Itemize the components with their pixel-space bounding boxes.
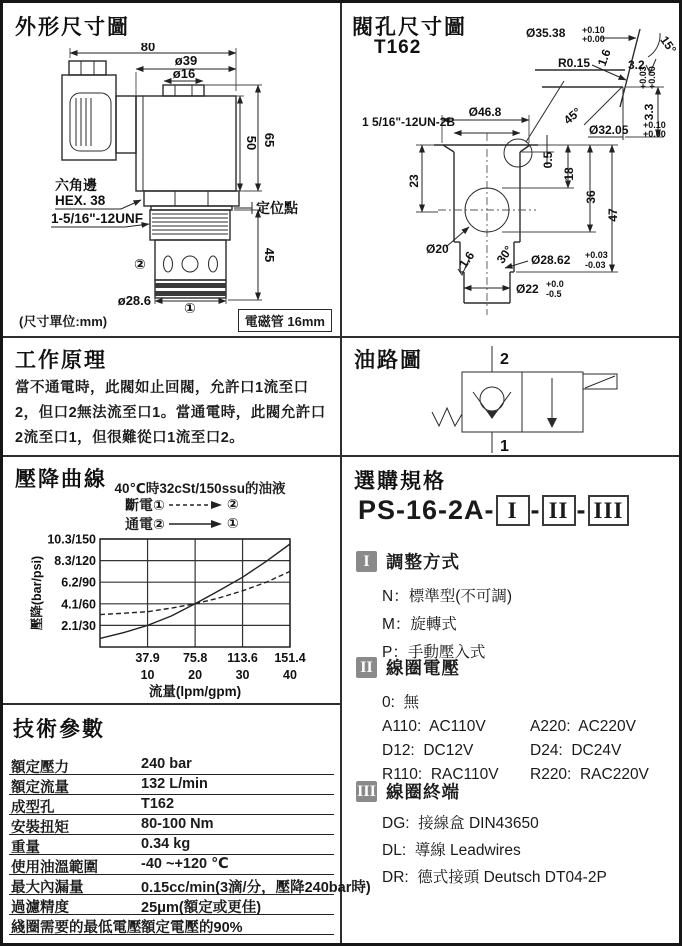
x-tick-label-gpm: 40	[283, 668, 297, 682]
x-tick-label-lpm: 113.6	[227, 651, 258, 665]
legend-dashed-pre: 斷電①	[125, 496, 165, 513]
principle-text: 當不通電時，此閥如止回閥，允許口1流至口2，但口2無法流至口1。當通電時，此閥允許口2流至口1，但很難從口1流至口2。	[15, 380, 326, 446]
cavity-model: T162	[374, 37, 422, 58]
section-items	[382, 690, 671, 784]
option-item: N：標準型(不可調)	[382, 588, 513, 605]
svg-text:Ø35.38: Ø35.38	[526, 26, 566, 40]
section-title: 調整方式	[386, 552, 460, 572]
y-tick-label: 10.3/150	[47, 533, 96, 547]
svg-text:定位點: 定位點	[256, 200, 298, 216]
svg-text:Ø46.8: Ø46.8	[468, 105, 502, 119]
svg-text:ø39: ø39	[174, 53, 198, 68]
x-axis-label: 流量(lpm/gpm)	[148, 684, 242, 699]
panel-title: 閥孔尺寸圖	[352, 16, 467, 39]
table-row	[9, 915, 334, 935]
panel-ordering-specs	[342, 457, 679, 943]
param-label: 重量	[11, 840, 40, 856]
panel-pressure-curve	[3, 457, 340, 703]
svg-text:47: 47	[606, 208, 620, 222]
panel-title: 壓降曲線	[15, 468, 107, 491]
legend-solid-pre: 通電②	[125, 515, 165, 532]
hydraulic-symbol	[342, 338, 679, 455]
din-connector	[62, 61, 136, 160]
valve-symbol	[432, 346, 617, 453]
option-item: D12: DC12V	[382, 742, 474, 759]
model-code	[358, 495, 630, 526]
svg-text:Ø20: Ø20	[426, 242, 449, 256]
model-box-3: III	[588, 495, 630, 526]
svg-text:0.5: 0.5	[541, 151, 555, 169]
legend-dashed-post: ②	[226, 496, 239, 512]
section-items	[382, 584, 671, 662]
param-value: 額定電壓的90%	[141, 920, 243, 936]
option-item: D24: DC24V	[530, 742, 622, 759]
chart-legend	[125, 495, 239, 533]
x-tick-label-gpm: 10	[140, 668, 155, 682]
option-item: DR: 德式接頭 Deutsch DT04-2P	[382, 868, 607, 886]
section-marker: I	[356, 551, 377, 572]
param-value: 132 L/min	[141, 776, 208, 792]
svg-text:1.6: 1.6	[594, 47, 614, 68]
param-label: 額定流量	[11, 780, 69, 796]
svg-text:80: 80	[140, 43, 156, 54]
panel-oil-circuit	[342, 338, 679, 455]
svg-text:+0.0: +0.0	[546, 279, 564, 289]
svg-text:1.6: 1.6	[456, 248, 478, 271]
port-2-label: 2	[500, 351, 509, 368]
option-item: M：旋轉式	[382, 616, 457, 633]
dimension-45	[228, 210, 277, 300]
model-prefix: PS-16-2A-	[358, 495, 495, 525]
y-tick-label: 8.3/120	[54, 554, 96, 569]
port-1-label: 1	[500, 438, 509, 455]
option-item: 0: 無	[382, 694, 420, 711]
svg-text:+0.00: +0.00	[647, 66, 657, 89]
x-tick-label-lpm: 37.9	[135, 651, 160, 665]
x-tick-label-gpm: 30	[235, 668, 250, 682]
svg-text:六角邊: 六角邊	[55, 177, 97, 193]
table-row	[9, 815, 334, 835]
option-row	[382, 718, 671, 736]
param-value: 80-100 Nm	[141, 816, 214, 832]
option-item: A110: AC110V	[382, 718, 486, 735]
x-tick-label-gpm: 20	[188, 668, 203, 682]
svg-text:+0.03: +0.03	[585, 250, 608, 260]
hex-label	[55, 177, 141, 209]
panel-outline-dimensions	[3, 3, 340, 336]
model-box-1: I	[496, 495, 530, 526]
panel-title: 油路圖	[354, 349, 423, 372]
panel-title: 選購規格	[354, 470, 446, 493]
tube-note: 電磁管 16mm	[238, 309, 332, 332]
param-label: 過濾精度	[11, 900, 69, 916]
cavity-drawing	[342, 25, 679, 335]
svg-text:ø28.6: ø28.6	[117, 293, 151, 308]
option-item: R220: RAC220V	[530, 766, 649, 783]
y-tick-label: 4.1/60	[61, 597, 96, 612]
solid-arrow-icon	[167, 518, 225, 530]
table-row	[9, 795, 334, 815]
param-label: 綫圈需要的最低電壓	[11, 920, 142, 936]
thread-label	[51, 211, 149, 227]
panel-cavity-dimensions	[342, 3, 679, 336]
svg-text:36: 36	[584, 190, 598, 204]
param-label: 安裝扭矩	[11, 820, 69, 836]
svg-text:15°: 15°	[657, 33, 679, 57]
section-title: 線圈終端	[386, 782, 460, 802]
dimension-stem-dia	[164, 66, 203, 81]
svg-text:R0.15: R0.15	[558, 56, 591, 70]
param-value: 0.15cc/min(3滴/分，壓降240bar時)	[141, 880, 371, 896]
svg-text:ø16: ø16	[172, 66, 196, 81]
svg-text:65: 65	[262, 132, 277, 148]
table-row	[9, 895, 334, 915]
svg-text:-0.5: -0.5	[546, 289, 562, 299]
y-axis-label: 壓降(bar/psi)	[30, 555, 44, 631]
section-header	[356, 655, 671, 680]
param-value: 25μm(額定或更佳)	[141, 900, 262, 916]
model-box-2: II	[542, 495, 576, 526]
solenoid-coil	[136, 85, 236, 191]
legend-solid	[125, 514, 239, 533]
x-tick-label-lpm: 151.4	[274, 651, 306, 665]
panel-title: 外形尺寸圖	[15, 16, 130, 39]
port1-label: ①	[184, 300, 196, 315]
svg-text:+0.00: +0.00	[643, 129, 666, 139]
option-row	[382, 742, 671, 760]
table-row	[9, 835, 334, 855]
svg-text:3.3: 3.3	[642, 103, 656, 121]
svg-text:+0.00: +0.00	[582, 34, 605, 44]
hex-nut	[144, 191, 239, 210]
svg-text:+0.03: +0.03	[638, 66, 648, 89]
option-item: R110: RAC110V	[382, 766, 499, 783]
svg-text:1 5/16"-12UN-2B: 1 5/16"-12UN-2B	[362, 115, 456, 129]
section-marker: II	[356, 657, 377, 678]
svg-text:HEX. 38: HEX. 38	[55, 193, 106, 208]
model-dash: -	[530, 495, 541, 525]
detail-labels	[526, 25, 679, 139]
param-value: T162	[141, 796, 175, 812]
pressure-drop-chart	[3, 533, 340, 703]
chart-title: 40℃時32cSt/150ssu的油液	[114, 481, 286, 496]
svg-text:45°: 45°	[560, 104, 584, 128]
svg-text:45: 45	[262, 247, 277, 263]
panel-title: 技術參數	[13, 718, 105, 741]
table-row	[9, 755, 334, 775]
dimension-50	[236, 96, 259, 191]
svg-text:Ø22: Ø22	[516, 282, 539, 296]
dimension-23	[407, 145, 438, 212]
legend-solid-post: ①	[226, 515, 239, 531]
svg-text:Ø32.05: Ø32.05	[589, 123, 629, 137]
section-title: 線圈電壓	[386, 658, 460, 678]
param-label: 使用油溫範圍	[11, 860, 98, 876]
option-item: DL: 導線 Leadwires	[382, 841, 521, 859]
lower-dims	[456, 243, 608, 299]
y-tick-label: 6.2/90	[61, 575, 96, 590]
section-header	[356, 549, 671, 574]
svg-text:50: 50	[244, 135, 259, 151]
table-row	[9, 775, 334, 795]
option-item: P：手動壓入式	[382, 644, 486, 661]
section-coil-voltage	[356, 655, 671, 790]
section-coil-termination	[356, 779, 671, 895]
svg-text:3.2: 3.2	[628, 58, 645, 72]
cartridge-body	[155, 240, 226, 298]
param-label: 最大內漏量	[11, 880, 84, 896]
section-items	[382, 814, 671, 889]
svg-text:30°: 30°	[493, 243, 516, 267]
dimension-d20	[426, 227, 469, 256]
panel-title: 工作原理	[15, 349, 107, 372]
svg-text:18: 18	[562, 167, 576, 181]
x-tick-label-lpm: 75.8	[182, 651, 208, 665]
locating-point-label	[234, 200, 298, 216]
dashed-arrow-icon	[167, 499, 225, 511]
param-value: 240 bar	[141, 756, 192, 772]
option-item: DG: 接線盒 DIN43650	[382, 815, 539, 832]
section-marker: III	[356, 781, 377, 802]
svg-text:Ø28.62: Ø28.62	[531, 253, 571, 267]
thread-section	[150, 210, 230, 240]
outline-drawing	[3, 43, 340, 315]
svg-text:-0.03: -0.03	[585, 260, 606, 270]
panel-working-principle	[3, 338, 340, 455]
section-adjustment	[356, 549, 671, 668]
param-label: 成型孔	[11, 800, 55, 816]
legend-dashed	[125, 495, 239, 514]
param-label: 額定壓力	[11, 760, 69, 776]
param-value: 0.34 kg	[141, 836, 191, 852]
y-tick-label: 2.1/30	[61, 618, 96, 633]
section-header	[356, 779, 671, 804]
param-value: -40 ~+120 ℃	[141, 856, 229, 872]
svg-text:23: 23	[407, 174, 421, 188]
port2-label: ②	[134, 256, 146, 272]
unit-note: (尺寸單位:mm)	[19, 314, 108, 329]
model-dash: -	[576, 495, 587, 525]
option-item: A220: AC220V	[530, 718, 636, 735]
dimension-80	[70, 43, 236, 91]
svg-text:1-5/16"-12UNF: 1-5/16"-12UNF	[51, 211, 143, 226]
svg-text:+0.10: +0.10	[643, 120, 666, 130]
table-row	[9, 855, 334, 875]
table-row	[9, 875, 371, 896]
svg-text:+0.10: +0.10	[582, 25, 605, 35]
